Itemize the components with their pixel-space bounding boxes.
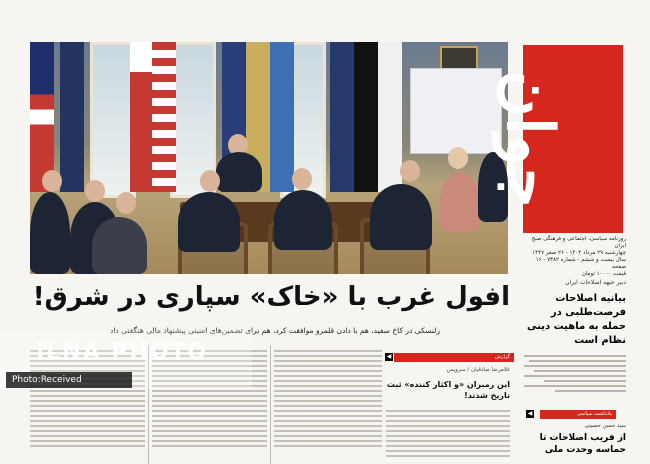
- main-subhead: زلنسکی در کاخ سفید، هم با دادن قلمرو موافقت کرد، هم برای تضمین‌های امنیتی پیشنهاد مالی هنگفتی داد: [109, 326, 441, 335]
- person-head: [292, 168, 312, 190]
- person-head: [400, 160, 420, 182]
- side-box2-label: یادداشت سیاسی: [540, 410, 616, 419]
- side-box2-kicker: سید حسن حسینی: [584, 423, 626, 429]
- watermark-logo: ILNA PHOTO: [36, 340, 209, 365]
- person-seated: [178, 192, 240, 252]
- column-divider: [270, 345, 271, 464]
- masthead-title: جوان: [492, 70, 567, 208]
- person-seated: [92, 217, 147, 274]
- issue-line: روزنامه سیاسی، اجتماعی و فرهنگی صبح ایران: [531, 236, 626, 249]
- person-head: [85, 180, 105, 202]
- box-left-label: گزارش: [394, 353, 514, 362]
- photo-credit: Photo:Received: [6, 372, 132, 388]
- box-left-text: [386, 407, 510, 460]
- person-seated: [30, 192, 70, 274]
- flag: [152, 42, 176, 192]
- masthead: [492, 45, 623, 233]
- flag: [354, 42, 378, 192]
- box-left-title[interactable]: این رمبران «و اکثار کننده» ثبت تاریخ شدند!: [386, 380, 510, 400]
- issue-line: چهارشنبه ۲۹ مرداد ۱۴۰۴ - ۲۶ صفر ۱۴۴۷: [532, 250, 626, 256]
- flag: [270, 42, 294, 192]
- side-story-title[interactable]: بیانیه اصلاحات فرصت‌طلبی در حمله به ماهیت دینی نظام است: [527, 293, 626, 346]
- main-headline[interactable]: افول غرب با «خاک» سپاری در شرق!: [32, 282, 510, 312]
- issue-line: سال بیست و ششم - شماره ۷۳۸۲ - ۱۶ صفحه: [535, 257, 626, 270]
- body-text-column: [274, 347, 382, 450]
- person-head: [42, 170, 62, 192]
- flag: [60, 42, 84, 192]
- issue-info: [524, 236, 626, 278]
- issue-line: قیمت ۱۰۰۰۰ تومان: [581, 271, 626, 277]
- flag: [330, 42, 354, 192]
- box-left-kicker: غلامرضا صادقیان / سرویس: [446, 367, 510, 373]
- side-box2-title[interactable]: از فریب اصلاحات تا حماسه وحدت ملی: [539, 433, 626, 455]
- side-story-kicker: دبیر جبهه اصلاحات ایران: [565, 279, 626, 286]
- flag: [378, 42, 402, 192]
- person-head: [200, 170, 220, 192]
- section-icon: ◀: [527, 410, 533, 417]
- person-seated: [216, 152, 262, 192]
- section-icon: ◀: [386, 353, 392, 360]
- person-seated: [370, 184, 432, 250]
- side-story-body: [524, 352, 626, 395]
- flag: [130, 42, 154, 192]
- person-seated: [274, 190, 332, 250]
- person-head: [116, 192, 136, 214]
